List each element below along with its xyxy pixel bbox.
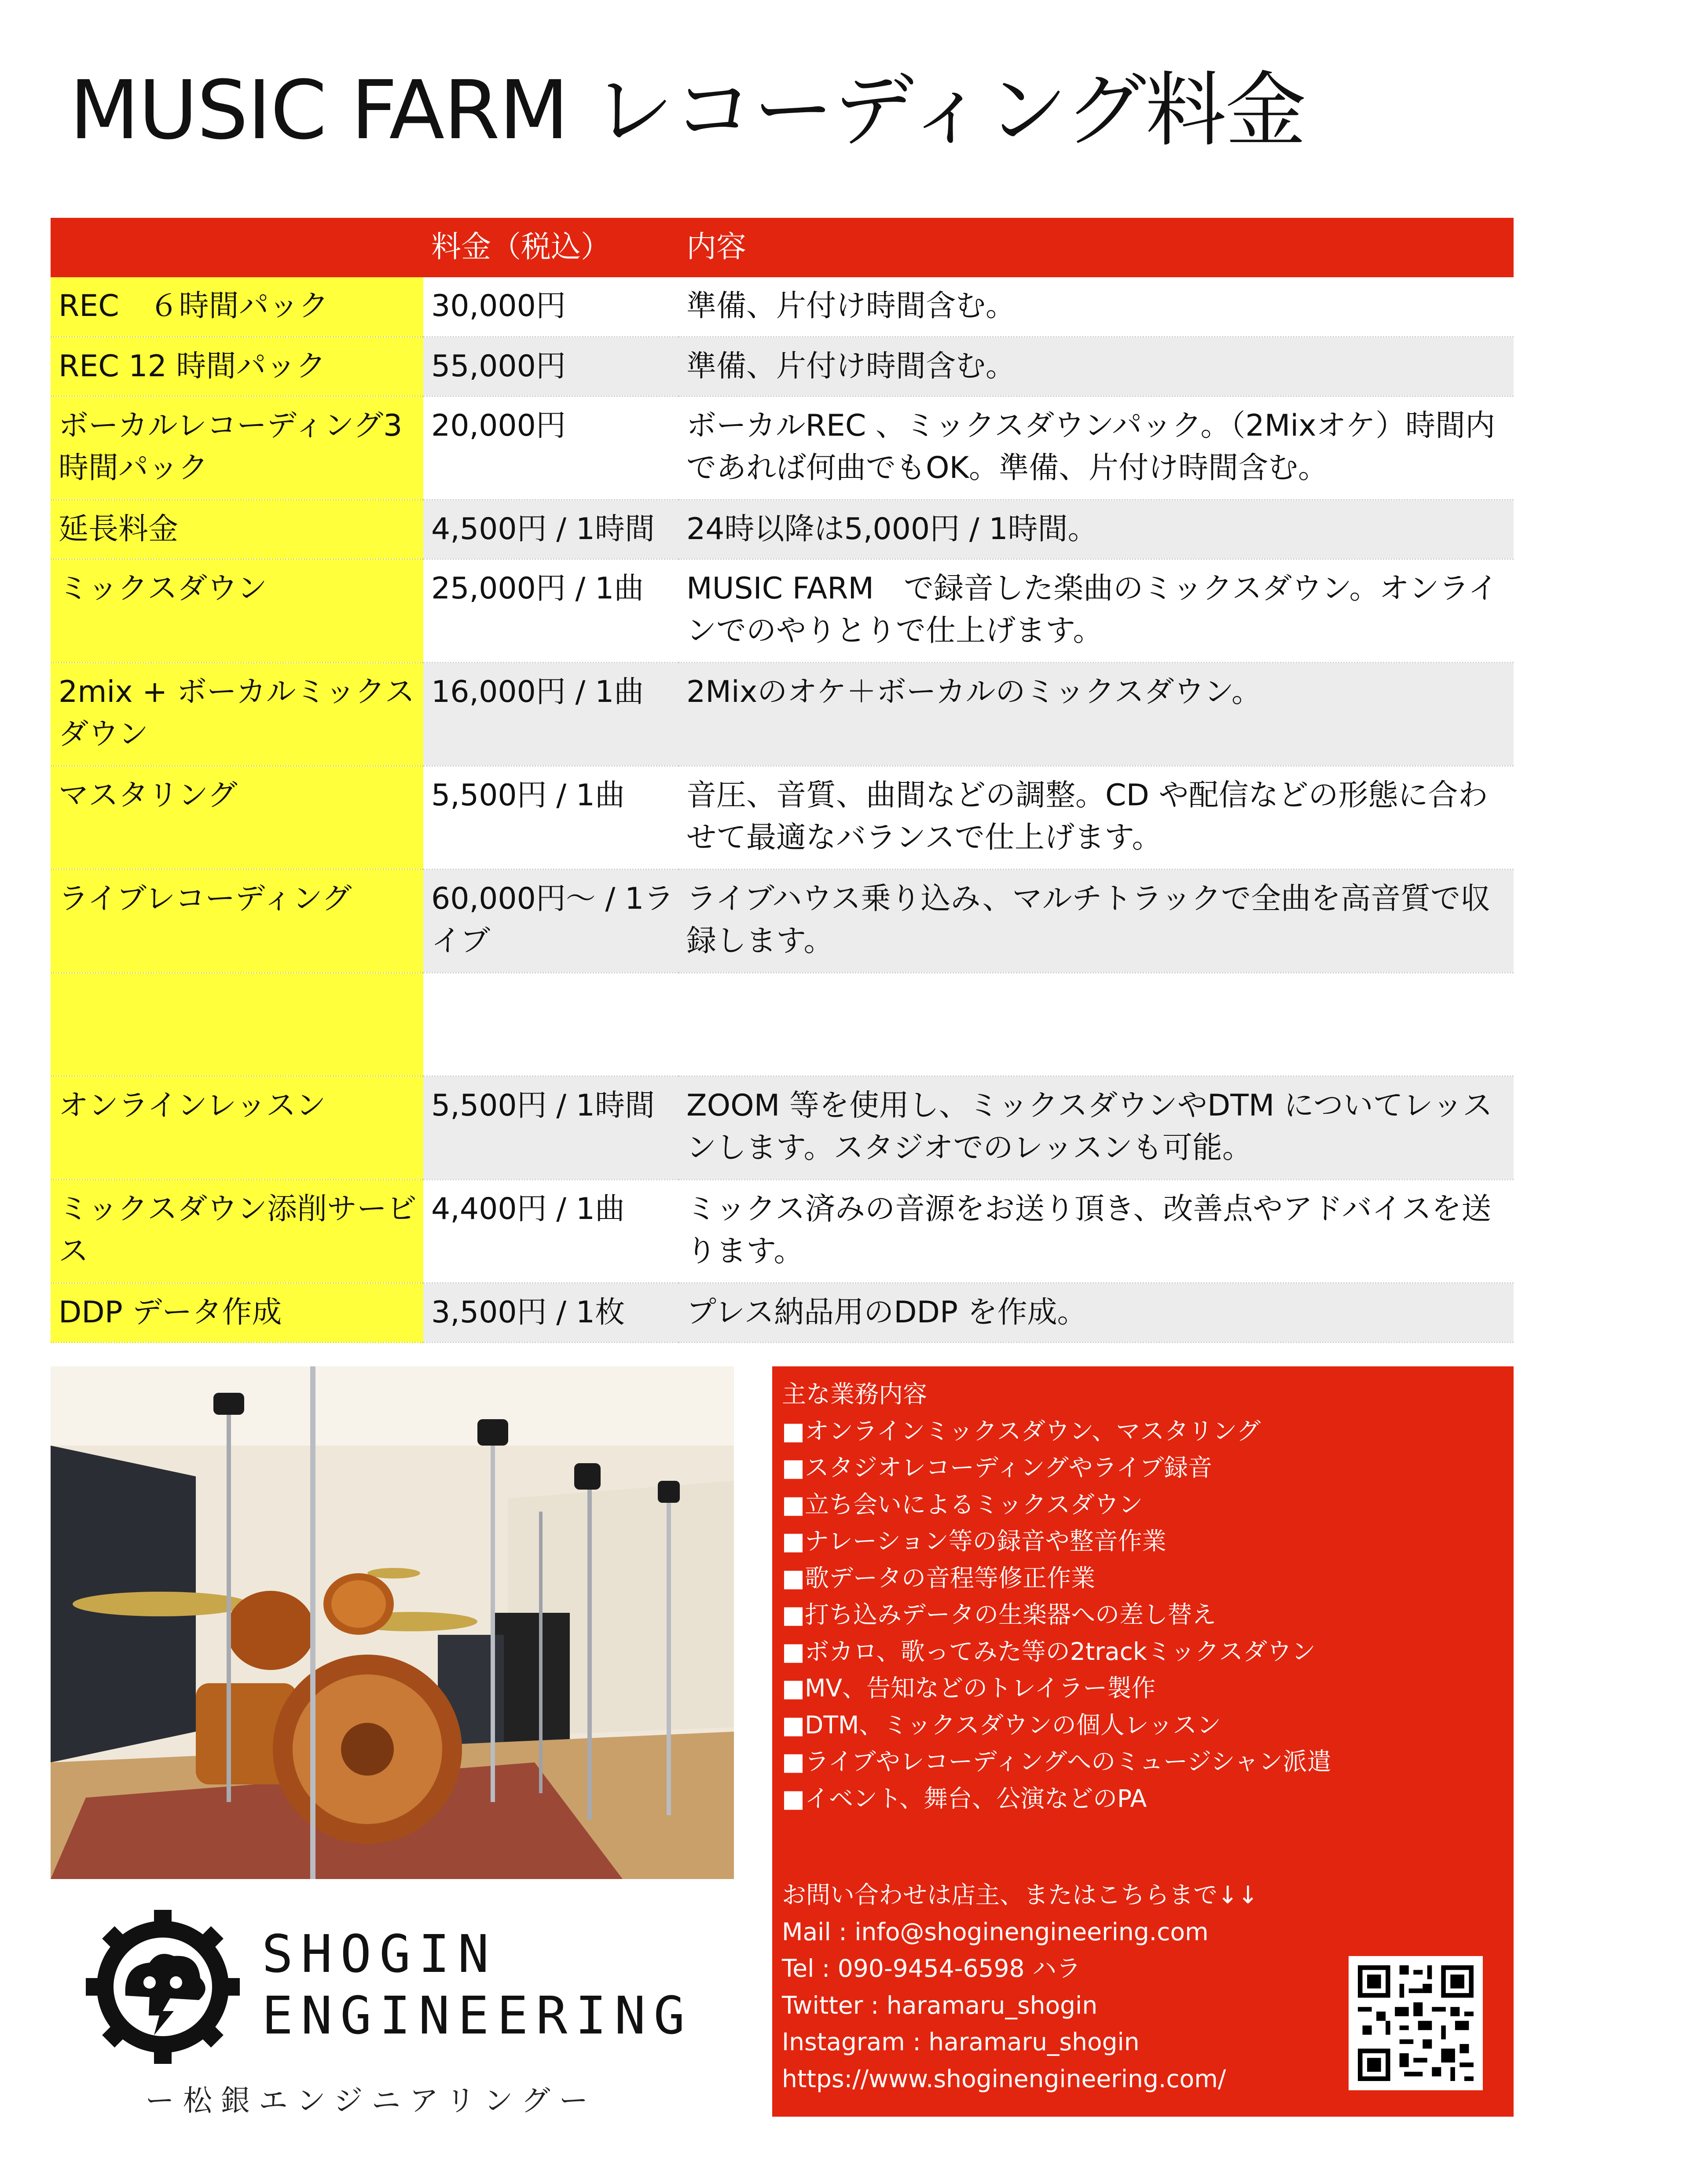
service-item: ■イベント、舞台、公演などのPA [782, 1784, 1147, 1813]
qr-code[interactable] [1349, 1956, 1483, 2090]
table-row [51, 396, 1514, 499]
row-desc: MUSIC FARM で録音した楽曲のミックスダウン。オンラインでのやりとりで仕上げます。 [678, 559, 1514, 662]
table-row [51, 337, 1514, 396]
table-header-row [51, 218, 1514, 277]
logo-subtitle: ー松銀エンジニアリングー [145, 2084, 597, 2118]
studio-photo [51, 1366, 734, 1879]
row-desc: 2Mixのオケ＋ボーカルのミックスダウン。 [678, 662, 1514, 766]
row-price: 5,500円 / 1曲 [423, 766, 678, 869]
service-item: ■スタジオレコーディングやライブ録音 [782, 1454, 1213, 1482]
contact-intro: お問い合わせは店主、またはこちらまで↓↓ [782, 1881, 1258, 1909]
row-price: 60,000円〜 / 1ライブ [423, 869, 678, 973]
header-name [51, 218, 423, 277]
row-desc: 準備、片付け時間含む。 [678, 277, 1514, 337]
service-item: ■オンラインミックスダウン、マスタリング [782, 1417, 1261, 1445]
row-desc: 準備、片付け時間含む。 [678, 337, 1514, 396]
logo-line1: SHOGIN [262, 1923, 497, 1984]
row-price: 30,000円 [423, 277, 678, 337]
contact-mail[interactable]: Mail : info@shoginengineering.com [782, 1917, 1209, 1946]
header-desc: 内容 [678, 218, 1514, 277]
studio-photo-illustration [51, 1366, 734, 1879]
row-desc: ライブハウス乗り込み、マルチトラックで全曲を高音質で収録します。 [678, 869, 1514, 973]
row-name: DDP データ作成 [51, 1283, 423, 1342]
row-name [51, 973, 423, 1076]
table-row [51, 1283, 1514, 1342]
shogin-logo [84, 1908, 700, 2119]
row-desc: プレス納品用のDDP を作成。 [678, 1283, 1514, 1342]
service-item: ■打ち込みデータの生楽器への差し替え [782, 1600, 1216, 1629]
row-desc: 24時以降は5,000円 / 1時間。 [678, 499, 1514, 559]
services-contact-panel [772, 1366, 1514, 2117]
table-row [51, 1179, 1514, 1283]
row-desc: 音圧、音質、曲間などの調整。CD や配信などの形態に合わせて最適なバランスで仕上げます。 [678, 766, 1514, 869]
row-name: REC 12 時間パック [51, 337, 423, 396]
row-price: 55,000円 [423, 337, 678, 396]
row-price: 16,000円 / 1曲 [423, 662, 678, 766]
header-price: 料金（税込） [423, 218, 678, 277]
service-item: ■歌データの音程等修正作業 [782, 1564, 1095, 1592]
contact-info [782, 1877, 1258, 2097]
table-row [51, 973, 1514, 1076]
row-price: 25,000円 / 1曲 [423, 559, 678, 662]
row-name: オンラインレッスン [51, 1076, 423, 1179]
contact-instagram[interactable]: Instagram : haramaru_shogin [782, 2028, 1140, 2056]
table-row [51, 766, 1514, 869]
contact-tel[interactable]: Tel : 090-9454-6598 ハラ [782, 1954, 1081, 1982]
contact-twitter[interactable]: Twitter : haramaru_shogin [782, 1991, 1098, 2019]
row-price: 4,500円 / 1時間 [423, 499, 678, 559]
row-desc: ミックス済みの音源をお送り頂き、改善点やアドバイスを送ります。 [678, 1179, 1514, 1283]
service-item: ■ナレーション等の録音や整音作業 [782, 1527, 1166, 1555]
service-item: ■ボカロ、歌ってみた等の2trackミックスダウン [782, 1637, 1316, 1666]
price-table [51, 218, 1514, 1343]
gear-logo-icon [84, 1908, 242, 2066]
row-price: 20,000円 [423, 396, 678, 499]
table-row [51, 869, 1514, 973]
row-name: マスタリング [51, 766, 423, 869]
row-name: ライブレコーディング [51, 869, 423, 973]
table-row [51, 277, 1514, 337]
row-name: ミックスダウン添削サービス [51, 1179, 423, 1283]
row-price: 3,500円 / 1枚 [423, 1283, 678, 1342]
service-item: ■ライブやレコーディングへのミュージシャン派遣 [782, 1747, 1331, 1776]
service-item: ■MV、告知などのトレイラー製作 [782, 1674, 1156, 1702]
row-name: ミックスダウン [51, 559, 423, 662]
table-row [51, 559, 1514, 662]
row-name: 2mix + ボーカルミックスダウン [51, 662, 423, 766]
logo-wordmark [262, 1923, 693, 2046]
contact-url[interactable]: https://www.shoginengineering.com/ [782, 2064, 1226, 2093]
row-desc: ZOOM 等を使用し、ミックスダウンやDTM についてレッスンします。スタジオでのレッスンも可能。 [678, 1076, 1514, 1179]
row-desc [678, 973, 1514, 1076]
row-name: 延長料金 [51, 499, 423, 559]
qr-code-icon [1349, 1956, 1483, 2090]
table-row [51, 499, 1514, 559]
row-name: ボーカルレコーディング3時間パック [51, 396, 423, 499]
row-desc: ボーカルREC 、ミックスダウンパック。（2Mixオケ）時間内であれば何曲でもOK。準備、片付け時間含む。 [678, 396, 1514, 499]
table-row [51, 1076, 1514, 1179]
row-price: 5,500円 / 1時間 [423, 1076, 678, 1179]
service-item: ■立ち会いによるミックスダウン [782, 1490, 1143, 1519]
logo-line2: ENGINEERING [262, 1985, 693, 2046]
services-heading: 主な業務内容 [782, 1380, 928, 1408]
row-price: 4,400円 / 1曲 [423, 1179, 678, 1283]
table-row [51, 662, 1514, 766]
row-price [423, 973, 678, 1076]
service-item: ■DTM、ミックスダウンの個人レッスン [782, 1710, 1221, 1739]
row-name: REC ６時間パック [51, 277, 423, 337]
page-title: MUSIC FARM レコーディング料金 [70, 63, 1305, 158]
